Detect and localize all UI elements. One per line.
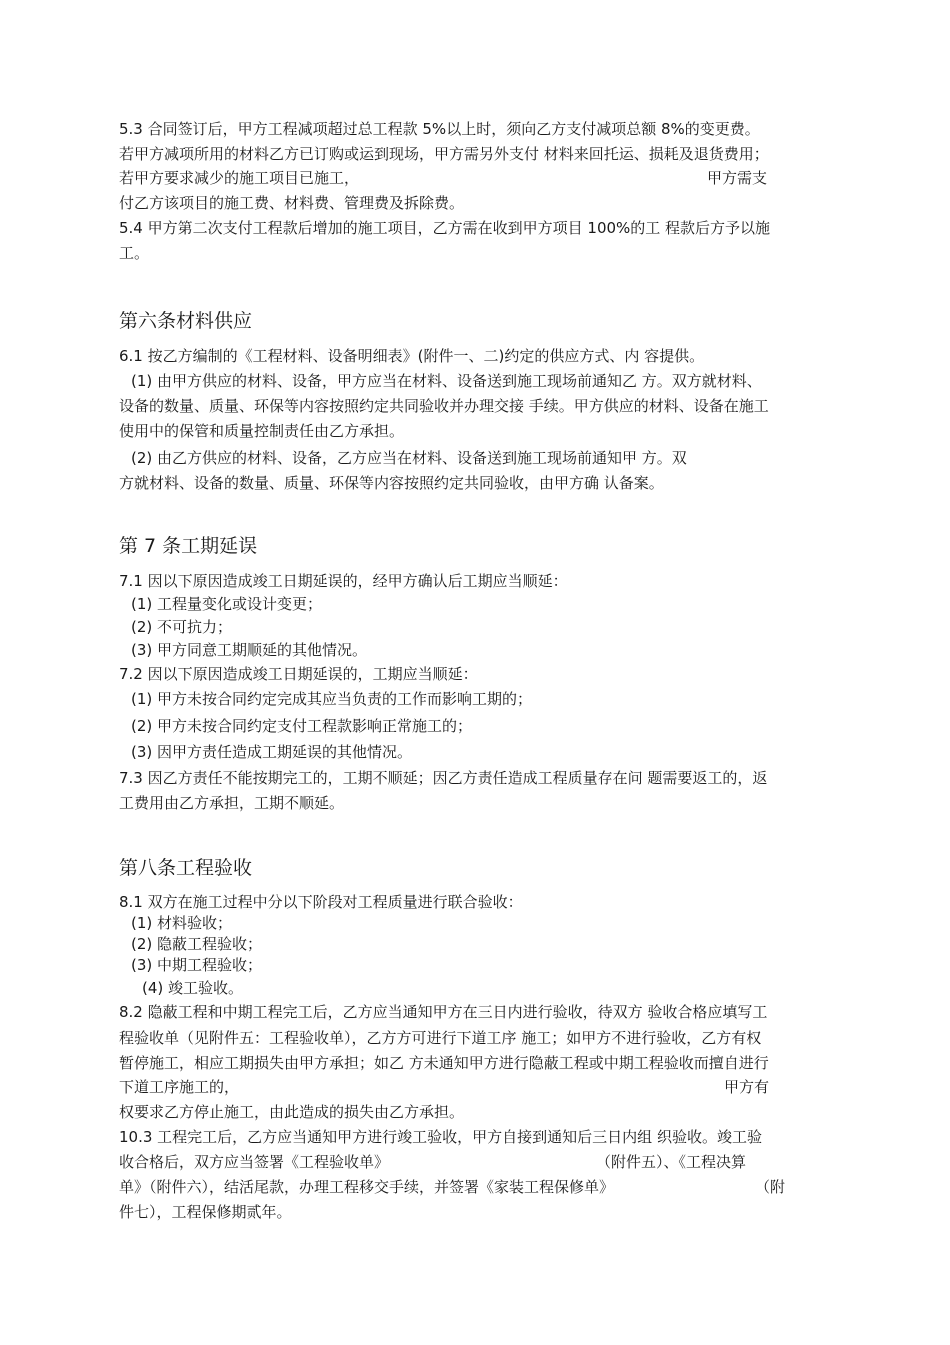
clause-8-2-line-5: 权要求乙方停止施工，由此造成的损失由乙方承担。 — [119, 1103, 465, 1121]
section-7-heading: 第 7 条工期延误 — [119, 535, 258, 557]
clause-7-3-line-2: 工费用由乙方承担，工期不顺延。 — [119, 794, 345, 812]
section-8-heading: 第八条工程验收 — [119, 857, 253, 879]
clause-8-1-item-3: (3) 中期工程验收； — [131, 956, 263, 974]
clause-8-1-item-1: (1) 材料验收； — [131, 914, 233, 932]
clause-7-2-item-2: (2) 甲方未按合同约定支付工程款影响正常施工的； — [131, 717, 473, 735]
clause-5-3-line-2: 若甲方减项所用的材料乙方已订购或运到现场，甲方需另外支付 材料来回托运、损耗及退货费用； — [119, 145, 769, 163]
clause-7-3-line-1: 7.3 因乙方责任不能按期完工的，工期不顺延；因乙方责任造成工程质量存在问 题需要返工的，返 — [119, 769, 768, 787]
clause-8-2-line-4: 下道工序施工的， — [119, 1078, 240, 1096]
clause-6-1-line-1: 6.1 按乙方编制的《工程材料、设备明细表》(附件一、二)约定的供应方式、内 容提供。 — [119, 347, 705, 365]
clause-7-2-item-3: (3) 因甲方责任造成工期延误的其他情况。 — [131, 743, 413, 761]
clause-6-1-item-1-line-1: (1) 由甲方供应的材料、设备，甲方应当在材料、设备送到施工现场前通知乙 方。双方就材料、 — [131, 372, 762, 390]
clause-5-4-line-1: 5.4 甲方第二次支付工程款后增加的施工项目，乙方需在收到甲方项目 100%的工 程款后方予以施 — [119, 219, 771, 237]
clause-10-3-line-4: 件七），工程保修期贰年。 — [119, 1203, 292, 1221]
clause-6-1-item-1-line-3: 使用中的保管和质量控制责任由乙方承担。 — [119, 422, 405, 440]
clause-8-1-item-4: (4) 竣工验收。 — [142, 979, 244, 997]
clause-5-3-line-3: 若甲方要求减少的施工项目已施工， — [119, 169, 360, 187]
clause-8-1: 8.1 双方在施工过程中分以下阶段对工程质量进行联合验收： — [119, 893, 523, 911]
clause-7-1-item-1: (1) 工程量变化或设计变更； — [131, 595, 323, 613]
clause-7-1-item-2: (2) 不可抗力； — [131, 618, 233, 636]
clause-8-2-line-4-tail: 甲方有 — [724, 1078, 770, 1096]
clause-8-2-line-3: 暂停施工，相应工期损失由甲方承担；如乙 方未通知甲方进行隐蔽工程或中期工程验收而擅自进行 — [119, 1054, 769, 1072]
clause-10-3-line-2: 收合格后，双方应当签署《工程验收单》 — [119, 1153, 390, 1171]
clause-6-1-item-2-line-2: 方就材料、设备的数量、质量、环保等内容按照约定共同验收，由甲方确 认备案。 — [119, 474, 664, 492]
section-6-heading: 第六条材料供应 — [119, 310, 253, 332]
clause-10-3-line-1: 10.3 工程完工后，乙方应当通知甲方进行竣工验收，甲方自接到通知后三日内组 织验收。竣工验 — [119, 1128, 762, 1146]
clause-10-3-line-3-tail: （附 — [755, 1178, 786, 1196]
clause-6-1-item-2-line-1: (2) 由乙方供应的材料、设备，乙方应当在材料、设备送到施工现场前通知甲 方。双 — [131, 449, 687, 467]
clause-8-1-item-2: (2) 隐蔽工程验收； — [131, 935, 263, 953]
clause-7-2-item-1: (1) 甲方未按合同约定完成其应当负责的工作而影响工期的； — [131, 690, 533, 708]
clause-8-2-line-2: 程验收单（见附件五：工程验收单），乙方方可进行下道工序 施工；如甲方不进行验收，乙方有权 — [119, 1029, 762, 1047]
clause-7-1: 7.1 因以下原因造成竣工日期延误的，经甲方确认后工期应当顺延： — [119, 572, 568, 590]
clause-6-1-item-1-line-2: 设备的数量、质量、环保等内容按照约定共同验收并办理交接 手续。甲方供应的材料、设备在施工 — [119, 397, 769, 415]
clause-7-1-item-3: (3) 甲方同意工期顺延的其他情况。 — [131, 641, 368, 659]
clause-5-3-line-1: 5.3 合同签订后，甲方工程减项超过总工程款 5%以上时，须向乙方支付减项总额 8%的变更费。 — [119, 120, 760, 138]
clause-8-2-line-1: 8.2 隐蔽工程和中期工程完工后，乙方应当通知甲方在三日内进行验收，待双方 验收合格应填写工 — [119, 1003, 768, 1021]
clause-10-3-line-2-tail: （附件五）、《工程决算 — [596, 1153, 747, 1171]
clause-5-4-line-2: 工。 — [119, 244, 150, 262]
clause-5-3-line-3-tail: 甲方需支 — [707, 169, 768, 187]
clause-10-3-line-3: 单》（附件六），结活尾款，办理工程移交手续，并签署《家装工程保修单》 — [119, 1178, 615, 1196]
clause-5-3-line-4: 付乙方该项目的施工费、材料费、管理费及拆除费。 — [119, 194, 465, 212]
clause-7-2: 7.2 因以下原因造成竣工日期延误的，工期应当顺延： — [119, 665, 478, 683]
